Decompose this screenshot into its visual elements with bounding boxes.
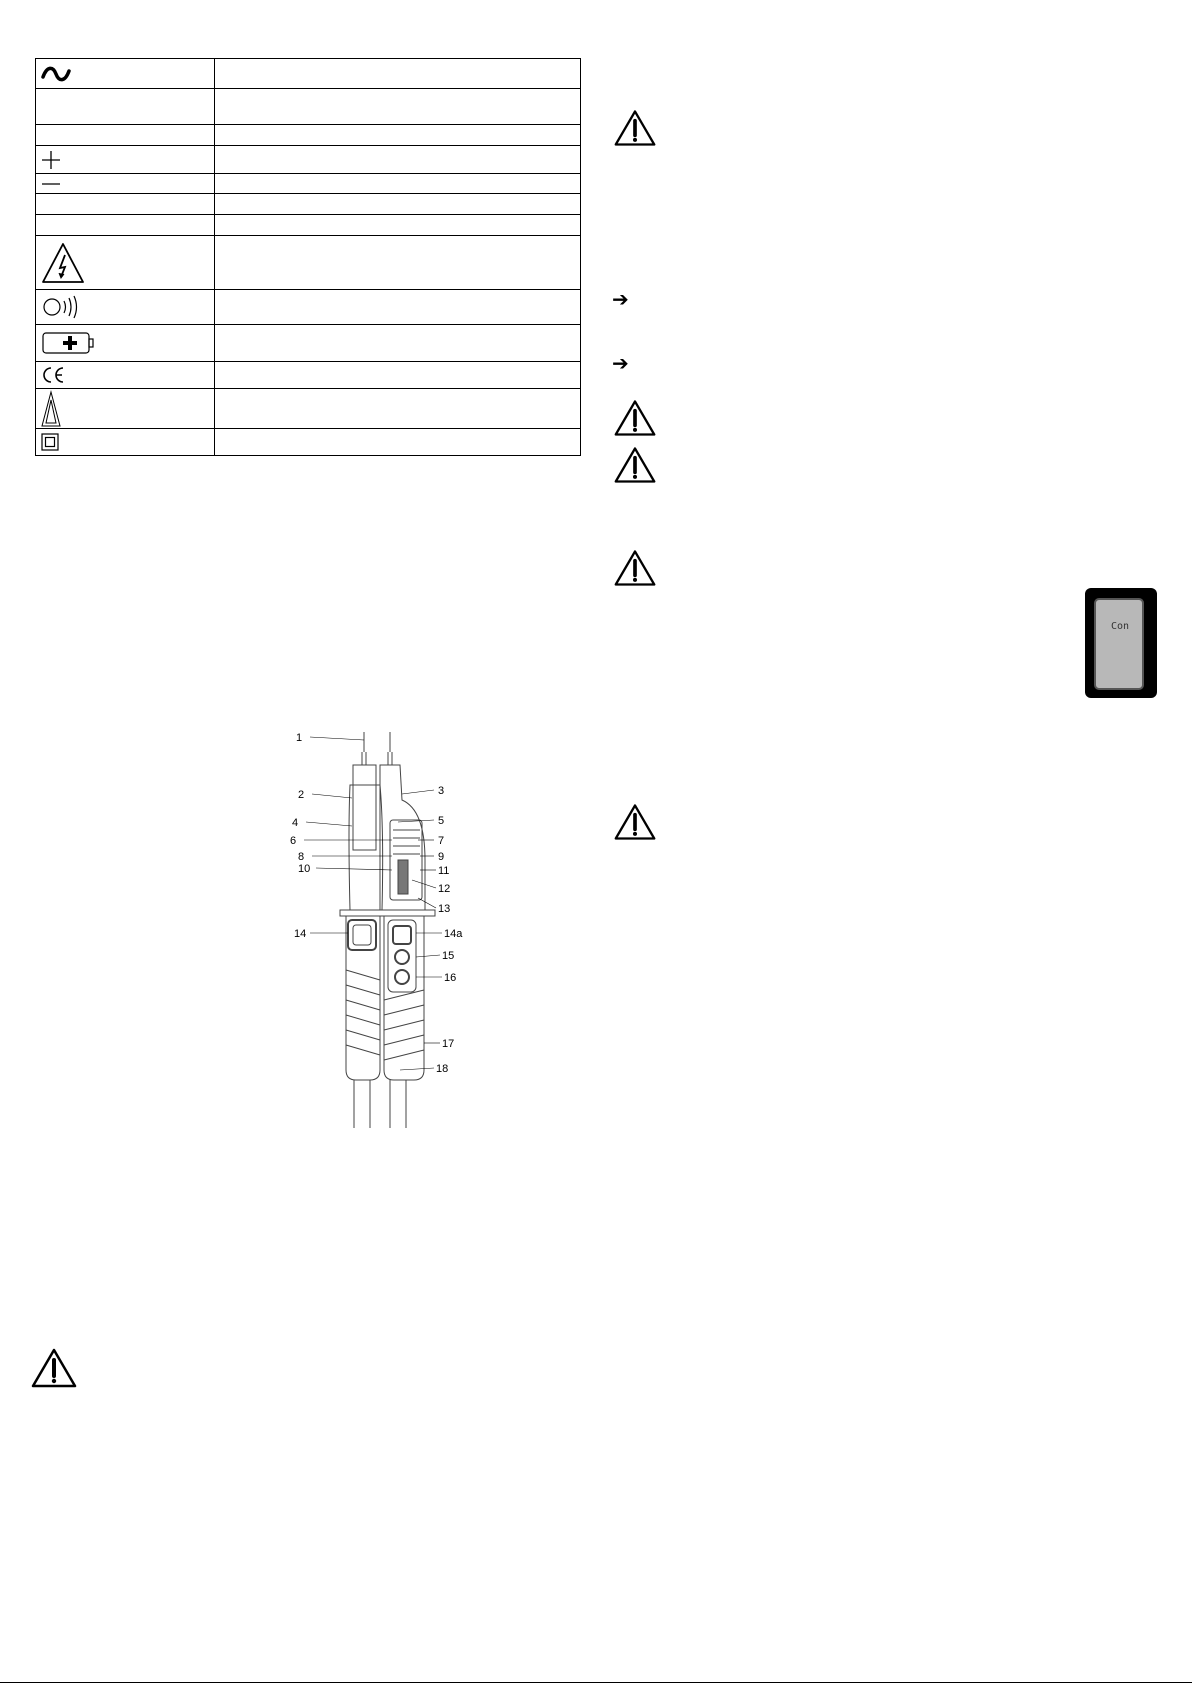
description-cell <box>215 389 581 429</box>
battery-plus-icon <box>40 329 96 357</box>
callout-12: 12 <box>438 883 451 895</box>
description-cell <box>215 215 581 236</box>
symbol-cell <box>36 59 215 89</box>
callout-14: 14 <box>294 928 307 940</box>
high-voltage-warning-icon <box>40 241 86 285</box>
display-photo <box>1085 588 1157 698</box>
table-row <box>36 146 581 174</box>
voltage-tester-figure <box>290 730 510 1130</box>
callout-16: 16 <box>444 972 457 984</box>
description-cell <box>215 236 581 290</box>
exclamation-triangle-icon <box>613 108 657 148</box>
description-cell <box>215 125 581 146</box>
symbol-cell <box>36 174 215 194</box>
exclamation-triangle-icon <box>30 1347 78 1389</box>
exclamation-triangle-icon <box>613 445 657 485</box>
description-cell <box>215 89 581 125</box>
symbol-cell <box>36 215 215 236</box>
description-cell <box>215 59 581 89</box>
callout-4: 4 <box>292 817 299 829</box>
table-row <box>36 362 581 389</box>
description-cell <box>215 174 581 194</box>
table-row <box>36 89 581 125</box>
description-cell <box>215 290 581 325</box>
callout-2: 2 <box>298 789 305 801</box>
double-insulation-square-icon <box>40 432 60 452</box>
table-row <box>36 215 581 236</box>
table-row <box>36 389 581 429</box>
description-cell <box>215 194 581 215</box>
callout-6: 6 <box>290 835 297 847</box>
buzzer-sound-icon <box>40 294 84 320</box>
symbol-cell <box>36 146 215 174</box>
right-arrow-icon: ➔ <box>612 289 629 311</box>
callout-1: 1 <box>296 732 303 744</box>
symbol-cell <box>36 362 215 389</box>
double-triangle-icon <box>40 390 62 428</box>
table-row <box>36 429 581 456</box>
callout-15: 15 <box>442 950 455 962</box>
callout-14a: 14a <box>444 928 463 940</box>
exclamation-triangle-icon <box>613 398 657 438</box>
callout-8: 8 <box>298 851 305 863</box>
callout-13: 13 <box>438 903 451 915</box>
ac-sine-icon <box>40 64 72 84</box>
symbol-cell <box>36 194 215 215</box>
footer-rule <box>0 1682 1192 1683</box>
description-cell <box>215 325 581 362</box>
table-row <box>36 236 581 290</box>
callout-5: 5 <box>438 815 445 827</box>
callout-17: 17 <box>442 1038 455 1050</box>
symbols-table <box>35 58 581 456</box>
exclamation-triangle-icon <box>613 802 657 842</box>
callout-10: 10 <box>298 863 311 875</box>
table-row <box>36 59 581 89</box>
callout-7: 7 <box>438 835 445 847</box>
table-row <box>36 290 581 325</box>
lcd-readout: Con <box>1111 621 1130 632</box>
exclamation-triangle-icon <box>613 548 657 588</box>
callout-18: 18 <box>436 1063 449 1075</box>
description-cell <box>215 429 581 456</box>
callout-9: 9 <box>438 851 445 863</box>
symbol-cell <box>36 236 215 290</box>
description-cell <box>215 362 581 389</box>
symbol-cell <box>36 125 215 146</box>
callout-11: 11 <box>438 865 450 877</box>
symbol-cell <box>36 389 215 429</box>
symbol-cell <box>36 89 215 125</box>
description-cell <box>215 146 581 174</box>
symbol-cell <box>36 325 215 362</box>
table-row <box>36 174 581 194</box>
symbol-cell <box>36 290 215 325</box>
table-row <box>36 325 581 362</box>
symbol-cell <box>36 429 215 456</box>
callout-3: 3 <box>438 785 445 797</box>
table-row <box>36 125 581 146</box>
lcd-screen <box>1094 598 1144 690</box>
ce-mark-icon <box>40 365 66 385</box>
minus-icon <box>40 178 62 190</box>
plus-icon <box>40 149 62 171</box>
right-arrow-icon: ➔ <box>612 353 629 375</box>
table-row <box>36 194 581 215</box>
